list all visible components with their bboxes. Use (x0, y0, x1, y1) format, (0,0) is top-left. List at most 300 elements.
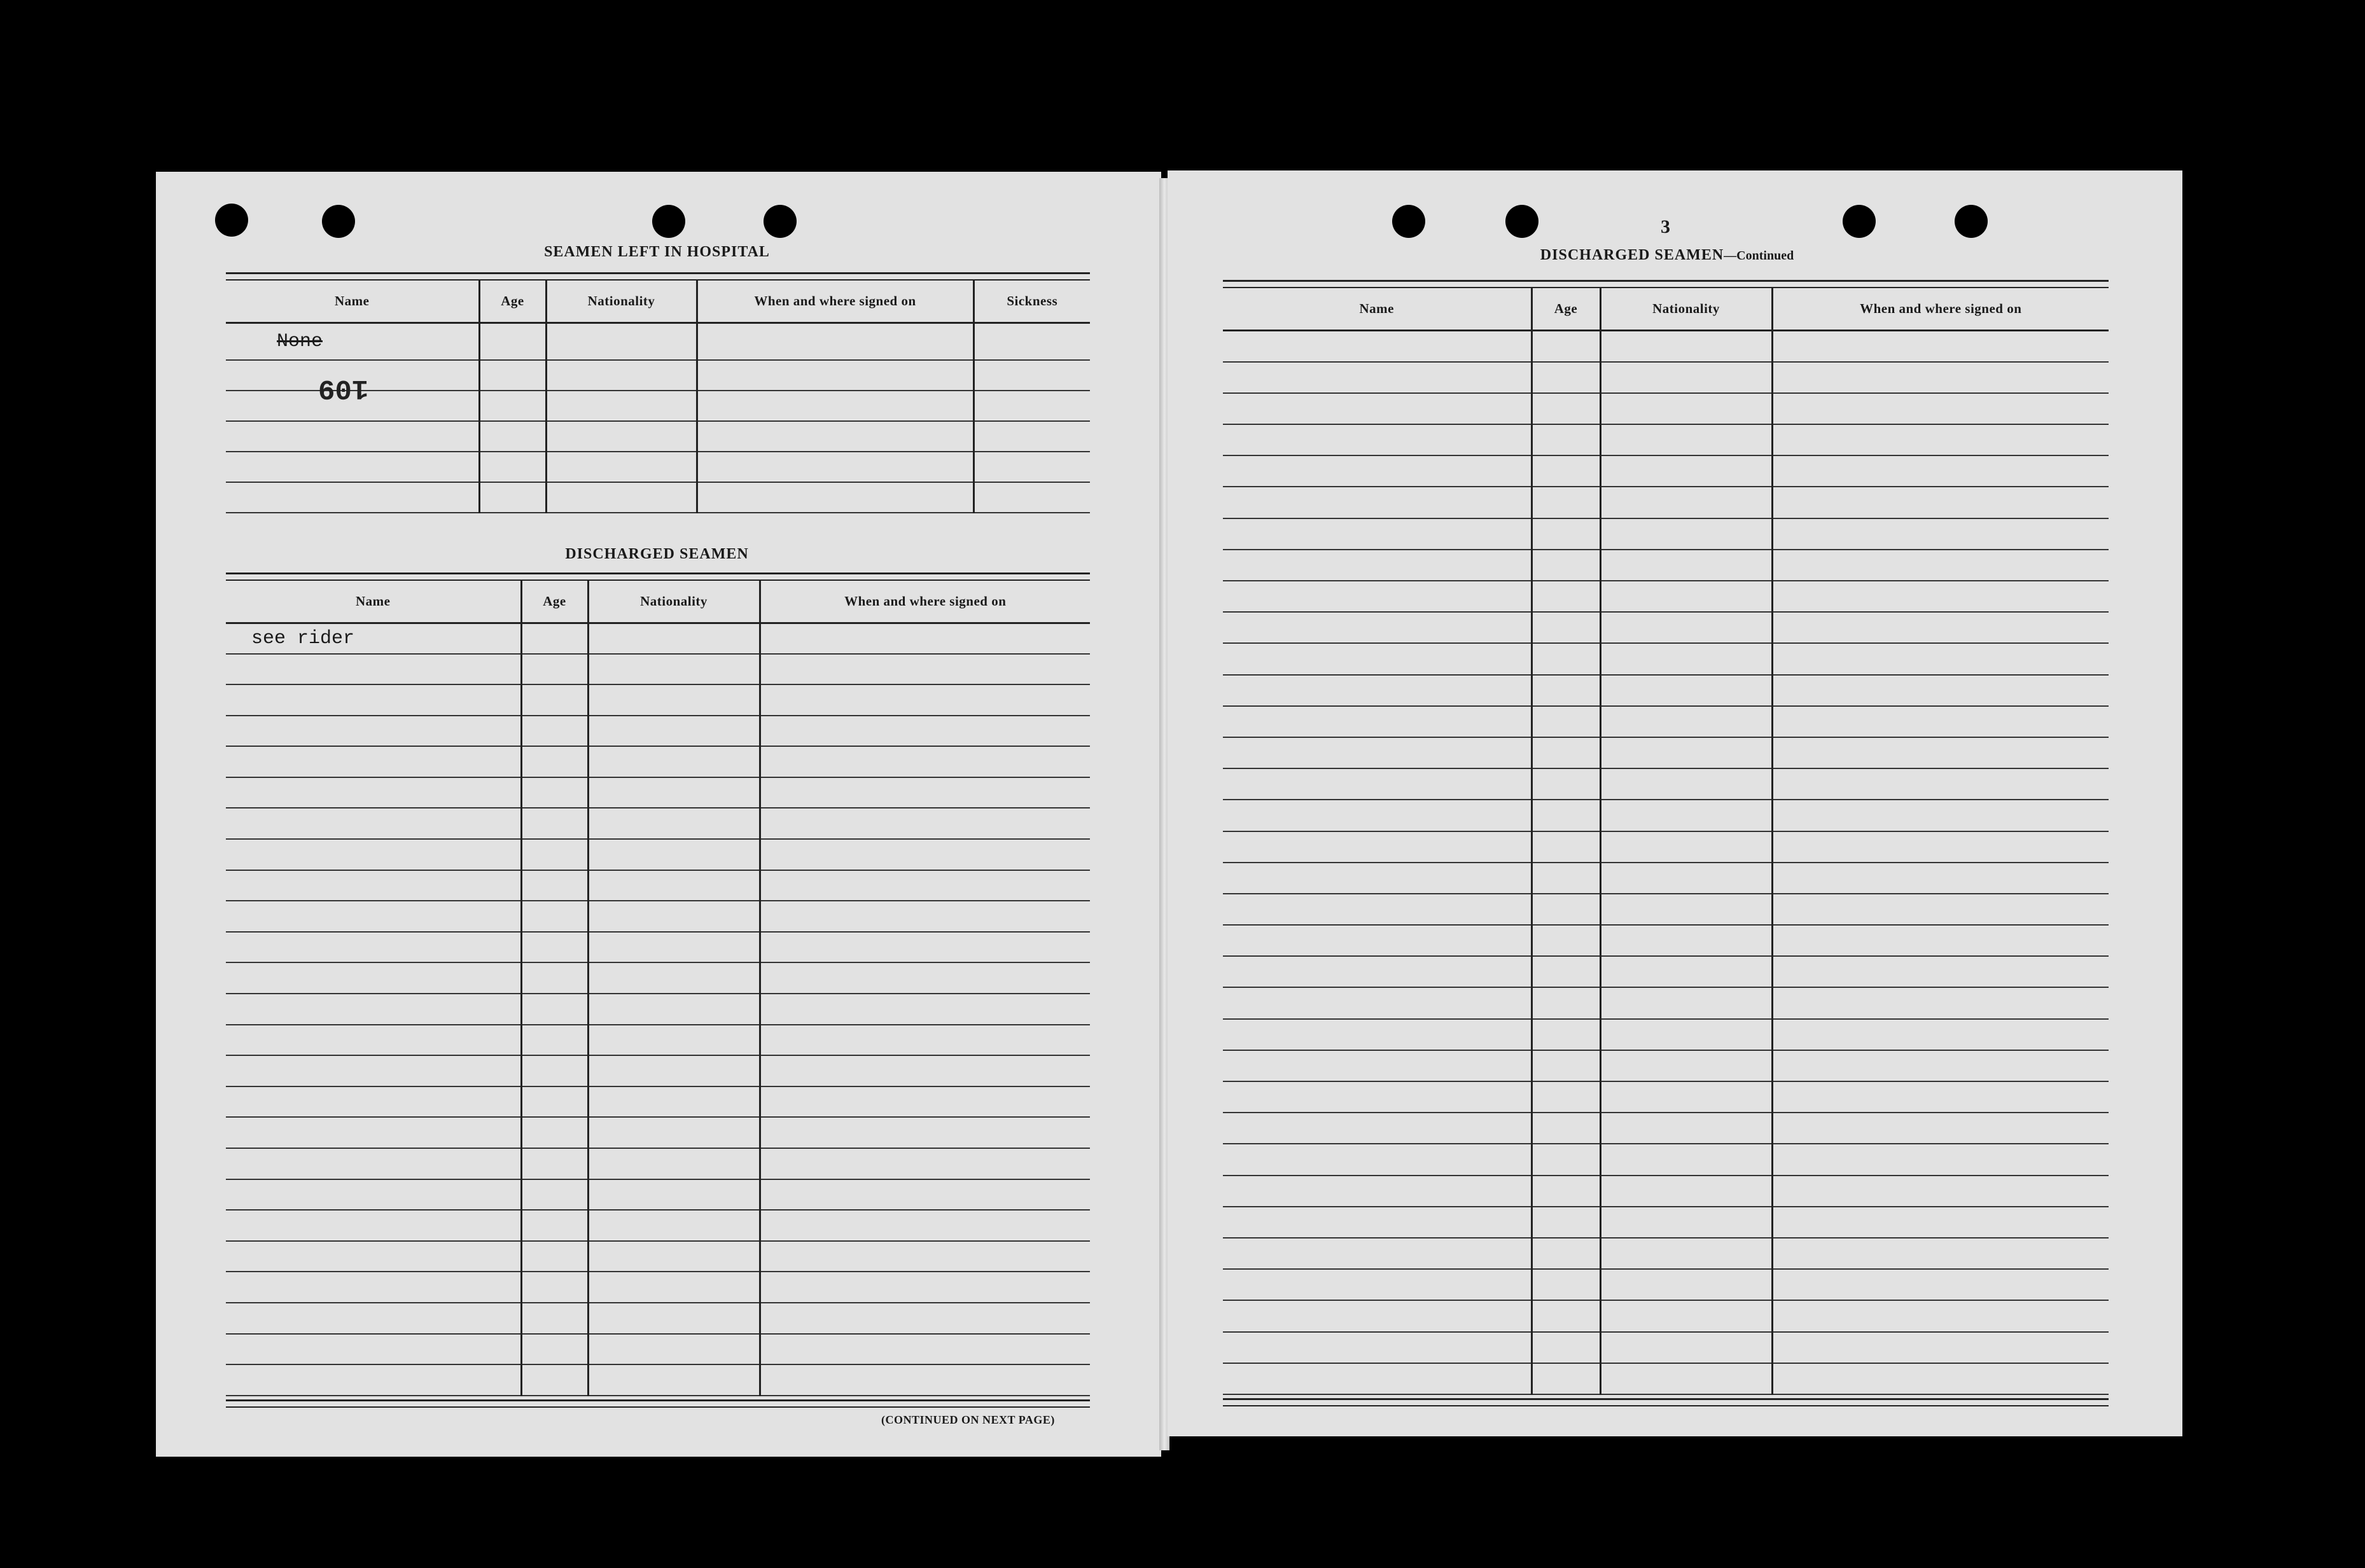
table-cell (226, 716, 521, 747)
table-cell (521, 1179, 588, 1211)
table-cell (1772, 1332, 2109, 1363)
table-row (1223, 362, 2109, 393)
table-row (1223, 1238, 2109, 1269)
table-cell (760, 1272, 1090, 1303)
table-cell (588, 870, 760, 901)
punch-hole-icon (215, 204, 248, 237)
table-cell (1600, 956, 1772, 987)
table-cell (1223, 1363, 1531, 1394)
punch-hole-icon (1392, 205, 1425, 238)
table-cell (1600, 1332, 1772, 1363)
continued-note: (CONTINUED ON NEXT PAGE) (881, 1413, 1055, 1426)
table-cell (1531, 612, 1600, 643)
table-cell (521, 746, 588, 777)
table-cell (588, 1055, 760, 1086)
table-cell (1223, 1238, 1531, 1269)
table-cell (521, 1303, 588, 1334)
table-row (226, 777, 1090, 808)
table-cell (1223, 987, 1531, 1018)
table-row (1223, 987, 2109, 1018)
table-cell (1600, 455, 1772, 487)
discharged-continued-table (1223, 288, 2109, 1395)
table-cell (226, 1303, 521, 1334)
table-cell (1531, 518, 1600, 550)
column-header-signed-on: When and where signed on (1772, 288, 2109, 331)
table-cell (1223, 675, 1531, 706)
table-cell (226, 1334, 521, 1365)
table-cell (1600, 1176, 1772, 1207)
table-cell (1600, 706, 1772, 737)
table-cell (1223, 1144, 1531, 1175)
table-cell (1531, 925, 1600, 956)
discharged-table (226, 580, 1090, 1396)
table-cell (1600, 1019, 1772, 1050)
table-row (226, 1025, 1090, 1056)
table-cell (1223, 1176, 1531, 1207)
table-cell (1600, 894, 1772, 925)
discharged-entry-name: see rider (226, 623, 521, 654)
table-cell (1531, 1144, 1600, 1175)
table-cell (1600, 1081, 1772, 1113)
table-cell (1531, 706, 1600, 737)
table-cell (521, 1055, 588, 1086)
table-cell (1772, 1081, 2109, 1113)
table-cell (521, 1025, 588, 1056)
column-header-nationality: Nationality (546, 280, 697, 323)
table-cell (588, 1117, 760, 1148)
table-cell (1600, 987, 1772, 1018)
table-cell (1531, 455, 1600, 487)
table-cell (1223, 737, 1531, 768)
table-cell (1223, 925, 1531, 956)
discharged-continued-title (1222, 247, 2112, 264)
table-cell (521, 808, 588, 839)
table-cell (1531, 1113, 1600, 1144)
table-cell (1600, 1269, 1772, 1300)
column-header-age: Age (479, 280, 546, 323)
table-cell (226, 808, 521, 839)
table-cell (1772, 1207, 2109, 1238)
table-cell (1772, 1269, 2109, 1300)
continued-bottom-rule (1223, 1398, 2109, 1406)
table-cell (226, 1364, 521, 1396)
table-cell (760, 1334, 1090, 1365)
table-cell (588, 1303, 760, 1334)
table-cell (1772, 518, 2109, 550)
table-cell (1531, 550, 1600, 581)
table-cell (1600, 1300, 1772, 1331)
table-cell (1772, 831, 2109, 863)
table-cell (760, 808, 1090, 839)
column-header-name: Name (226, 280, 479, 323)
table-cell (1223, 956, 1531, 987)
table-cell (1531, 831, 1600, 863)
table-row (226, 962, 1090, 994)
table-cell (1772, 362, 2109, 393)
table-row (226, 808, 1090, 839)
discharged-continued-label: DISCHARGED SEAMEN (1540, 247, 1724, 263)
table-row (1223, 581, 2109, 612)
table-row (1223, 455, 2109, 487)
table-cell (588, 746, 760, 777)
table-cell (226, 901, 521, 932)
table-cell (1223, 643, 1531, 674)
table-cell (1772, 550, 2109, 581)
table-cell (1531, 643, 1600, 674)
table-cell (521, 777, 588, 808)
punch-hole-icon (1505, 205, 1538, 238)
table-row (1223, 675, 2109, 706)
table-row (226, 421, 1090, 452)
table-row (1223, 1269, 2109, 1300)
table-cell (521, 839, 588, 870)
table-cell (1772, 1050, 2109, 1081)
table-row (226, 1117, 1090, 1148)
table-row (1223, 894, 2109, 925)
table-cell (760, 716, 1090, 747)
table-cell (521, 870, 588, 901)
table-cell (760, 1148, 1090, 1179)
table-row (1223, 1300, 2109, 1331)
table-cell (1772, 581, 2109, 612)
table-cell (1772, 706, 2109, 737)
table-cell (1772, 925, 2109, 956)
table-cell (1600, 487, 1772, 518)
table-row (226, 1148, 1090, 1179)
table-cell (1223, 1113, 1531, 1144)
punch-hole-icon (1955, 205, 1988, 238)
table-row (1223, 1113, 2109, 1144)
table-cell (1531, 1269, 1600, 1300)
table-cell (521, 932, 588, 963)
table-cell (521, 716, 588, 747)
table-cell (760, 1179, 1090, 1211)
table-row (226, 1055, 1090, 1086)
table-cell (588, 1179, 760, 1211)
continued-suffix: —Continued (1724, 249, 1794, 263)
table-cell (1223, 1269, 1531, 1300)
table-cell (226, 1148, 521, 1179)
table-cell (760, 994, 1090, 1025)
table-cell (521, 1334, 588, 1365)
table-cell (1600, 581, 1772, 612)
column-header-name: Name (1223, 288, 1531, 331)
table-cell (1223, 863, 1531, 894)
table-cell (588, 684, 760, 716)
table-cell (1600, 1144, 1772, 1175)
table-cell (1772, 331, 2109, 362)
punch-hole-icon (322, 205, 355, 238)
table-cell (1531, 1332, 1600, 1363)
table-cell (588, 1241, 760, 1272)
table-cell (1531, 987, 1600, 1018)
table-cell (226, 1210, 521, 1241)
table-cell (1223, 1207, 1531, 1238)
table-row (1223, 550, 2109, 581)
table-row (226, 1303, 1090, 1334)
table-cell (588, 777, 760, 808)
table-cell (588, 1272, 760, 1303)
table-row (226, 1334, 1090, 1365)
table-row (1223, 612, 2109, 643)
table-cell (226, 1055, 521, 1086)
table-cell (1531, 487, 1600, 518)
punch-hole-icon (764, 205, 797, 238)
table-cell (226, 839, 521, 870)
table-cell (760, 1241, 1090, 1272)
table-cell (588, 1086, 760, 1118)
table-cell (226, 654, 521, 685)
table-cell (1600, 1050, 1772, 1081)
table-cell (521, 1241, 588, 1272)
table-cell (1600, 424, 1772, 455)
table-cell (226, 1179, 521, 1211)
table-row (1223, 1050, 2109, 1081)
table-cell (1600, 612, 1772, 643)
table-cell (1772, 424, 2109, 455)
table-cell (1223, 487, 1531, 518)
table-cell (1600, 518, 1772, 550)
table-cell (1772, 894, 2109, 925)
discharged-table-body (226, 623, 1090, 1396)
table-cell (760, 1210, 1090, 1241)
table-cell (588, 1025, 760, 1056)
table-row (226, 1272, 1090, 1303)
table-cell (1223, 894, 1531, 925)
table-cell (1223, 1019, 1531, 1050)
table-cell (1223, 1081, 1531, 1113)
table-cell (760, 932, 1090, 963)
table-cell (1600, 643, 1772, 674)
table-cell (521, 994, 588, 1025)
column-header-age: Age (1531, 288, 1600, 331)
table-row (1223, 706, 2109, 737)
table-cell (588, 994, 760, 1025)
table-row (226, 1086, 1090, 1118)
table-row (226, 482, 1090, 513)
discharged-continued-body (1223, 331, 2109, 1394)
table-row (1223, 1332, 2109, 1363)
table-cell (760, 1025, 1090, 1056)
table-cell (1600, 1238, 1772, 1269)
table-row (1223, 331, 2109, 362)
table-cell (1223, 424, 1531, 455)
table-cell (1772, 863, 2109, 894)
table-cell (226, 870, 521, 901)
table-cell (760, 746, 1090, 777)
column-header-name: Name (226, 580, 521, 623)
table-cell (1772, 1363, 2109, 1394)
table-cell (1600, 362, 1772, 393)
table-cell (760, 654, 1090, 685)
table-cell (1223, 581, 1531, 612)
table-cell (1600, 925, 1772, 956)
table-cell (1772, 800, 2109, 831)
table-cell (1600, 550, 1772, 581)
table-cell (521, 901, 588, 932)
table-cell (1223, 331, 1531, 362)
table-cell (1223, 362, 1531, 393)
table-cell (1531, 1176, 1600, 1207)
table-cell (226, 746, 521, 777)
table-cell (1531, 737, 1600, 768)
discharged-bottom-rule (226, 1399, 1090, 1408)
table-cell (1223, 455, 1531, 487)
table-cell (588, 1148, 760, 1179)
table-cell (1772, 768, 2109, 800)
table-cell (1772, 393, 2109, 424)
table-cell (760, 839, 1090, 870)
table-cell (1772, 1113, 2109, 1144)
table-cell (760, 1055, 1090, 1086)
table-cell (1531, 362, 1600, 393)
table-cell (1223, 612, 1531, 643)
table-cell (1531, 1238, 1600, 1269)
table-row (226, 1241, 1090, 1272)
table-cell (521, 1364, 588, 1396)
table-cell (588, 716, 760, 747)
table-cell (1223, 1332, 1531, 1363)
table-cell (1223, 831, 1531, 863)
table-cell (1531, 1207, 1600, 1238)
table-row (1223, 737, 2109, 768)
table-row (226, 839, 1090, 870)
table-cell (1531, 768, 1600, 800)
table-row (226, 901, 1090, 932)
table-cell (1772, 455, 2109, 487)
table-cell (1531, 956, 1600, 987)
table-cell (1600, 800, 1772, 831)
table-cell (1223, 706, 1531, 737)
table-cell (1531, 894, 1600, 925)
table-cell (521, 962, 588, 994)
table-cell (1531, 675, 1600, 706)
table-row (226, 623, 1090, 654)
table-cell (226, 1241, 521, 1272)
punch-hole-icon (652, 205, 685, 238)
table-cell (1772, 612, 2109, 643)
table-cell (588, 901, 760, 932)
table-cell (760, 684, 1090, 716)
table-cell (1772, 1019, 2109, 1050)
table-cell (760, 1303, 1090, 1334)
table-row (1223, 1144, 2109, 1175)
stamped-number: 109 (318, 372, 369, 404)
table-cell (1772, 956, 2109, 987)
table-cell (1223, 393, 1531, 424)
table-row (226, 1364, 1090, 1396)
table-row (1223, 393, 2109, 424)
table-cell (521, 1210, 588, 1241)
table-cell (1600, 331, 1772, 362)
table-row (1223, 863, 2109, 894)
table-cell (226, 684, 521, 716)
table-cell (1600, 675, 1772, 706)
table-row (226, 932, 1090, 963)
table-cell (1531, 1019, 1600, 1050)
table-row (1223, 1207, 2109, 1238)
table-cell (1531, 581, 1600, 612)
table-cell (1531, 1081, 1600, 1113)
table-cell (521, 1272, 588, 1303)
table-cell (760, 1364, 1090, 1396)
table-cell (1600, 863, 1772, 894)
table-cell (588, 1364, 760, 1396)
table-cell (1600, 1207, 1772, 1238)
table-row (1223, 643, 2109, 674)
table-cell (1223, 518, 1531, 550)
table-row (226, 684, 1090, 716)
table-cell (1223, 550, 1531, 581)
table-cell (1772, 987, 2109, 1018)
table-cell (1600, 831, 1772, 863)
table-cell (760, 1117, 1090, 1148)
table-cell (1600, 768, 1772, 800)
table-cell (588, 654, 760, 685)
table-cell (1772, 487, 2109, 518)
table-cell (226, 1025, 521, 1056)
table-cell (588, 808, 760, 839)
table-row (1223, 1363, 2109, 1394)
table-cell (226, 932, 521, 963)
table-cell (588, 839, 760, 870)
column-header-signed-on: When and where signed on (697, 280, 973, 323)
punch-hole-icon (1843, 205, 1876, 238)
column-header-signed-on: When and where signed on (760, 580, 1090, 623)
table-cell (226, 1086, 521, 1118)
table-row (1223, 424, 2109, 455)
table-cell (1772, 643, 2109, 674)
table-cell (1531, 393, 1600, 424)
table-cell (521, 1086, 588, 1118)
table-row (1223, 1081, 2109, 1113)
table-cell (760, 870, 1090, 901)
table-cell (1223, 768, 1531, 800)
table-cell (1772, 737, 2109, 768)
table-cell (1600, 1363, 1772, 1394)
table-cell (588, 932, 760, 963)
table-row (226, 323, 1090, 360)
table-cell (1600, 393, 1772, 424)
table-cell (760, 962, 1090, 994)
table-cell (760, 1086, 1090, 1118)
table-row (226, 1210, 1090, 1241)
table-cell (1600, 737, 1772, 768)
column-header-nationality: Nationality (588, 580, 760, 623)
table-row (1223, 768, 2109, 800)
column-header-sickness: Sickness (973, 280, 1090, 323)
table-row (1223, 1019, 2109, 1050)
table-row (226, 654, 1090, 685)
table-row (226, 870, 1090, 901)
table-cell (588, 1210, 760, 1241)
table-row (1223, 487, 2109, 518)
table-cell (1223, 1050, 1531, 1081)
table-cell (226, 1272, 521, 1303)
table-row (1223, 518, 2109, 550)
table-row (226, 1179, 1090, 1211)
hospital-entry-name: None (226, 323, 479, 360)
table-cell (1772, 1144, 2109, 1175)
table-row (226, 994, 1090, 1025)
table-cell (1772, 1176, 2109, 1207)
table-cell (1223, 1300, 1531, 1331)
table-row (1223, 800, 2109, 831)
table-cell (521, 684, 588, 716)
table-cell (226, 994, 521, 1025)
table-cell (588, 1334, 760, 1365)
table-cell (1772, 1238, 2109, 1269)
